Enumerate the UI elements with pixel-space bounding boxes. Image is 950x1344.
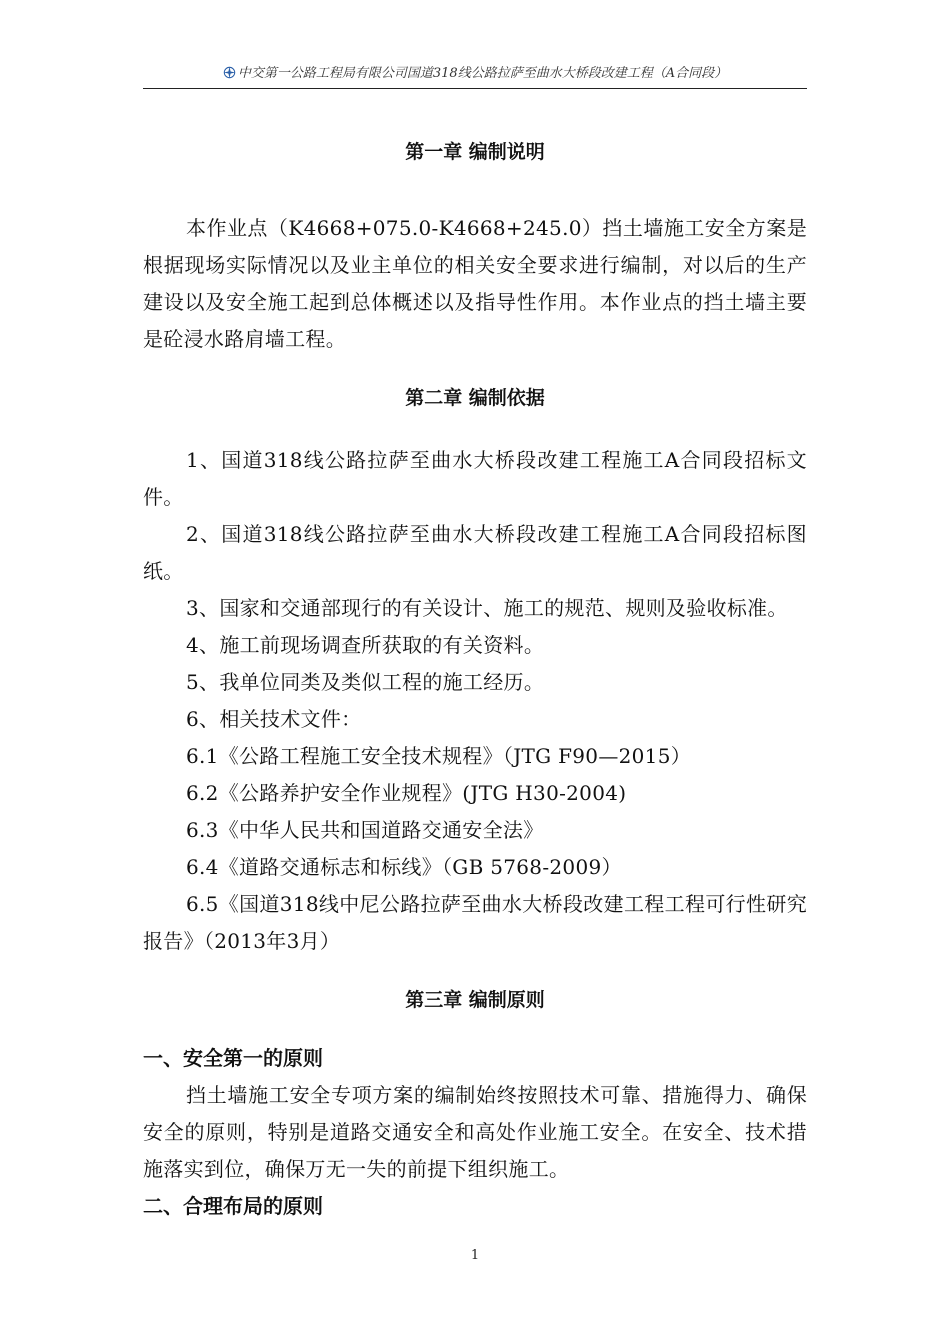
list-item: 1、国道318线公路拉萨至曲水大桥段改建工程施工A合同段招标文件。 <box>143 448 807 509</box>
list-item: 6.1《公路工程施工安全技术规程》（JTG F90—2015） <box>186 744 692 768</box>
list-item: 3、国家和交通部现行的有关设计、施工的规范、规则及验收标准。 <box>186 596 788 620</box>
section-2-title: 二、合理布局的原则 <box>143 1194 323 1218</box>
list-item: 2、国道318线公路拉萨至曲水大桥段改建工程施工A合同段招标图纸。 <box>143 522 807 583</box>
list-item: 6.4《道路交通标志和标线》（GB 5768-2009） <box>186 855 622 879</box>
chapter-1-paragraph: 本作业点（K4668+075.0-K4668+245.0）挡土墙施工安全方案是根据现场实际情况以及业主单位的相关安全要求进行编制，对以后的生产建设以及安全施工起到总体概述以及指导性作用。本作业点的挡土墙主要是砼浸水路肩墙工程。 <box>143 216 807 351</box>
section-1-title: 一、安全第一的原则 <box>143 1046 323 1070</box>
list-item: 5、我单位同类及类似工程的施工经历。 <box>186 670 545 694</box>
list-item: 4、施工前现场调查所获取的有关资料。 <box>186 633 545 657</box>
list-item: 6.5《国道318线中尼公路拉萨至曲水大桥段改建工程工程可行性研究报告》（2013年3月） <box>143 892 807 953</box>
chapter-3-title: 第三章 编制原则 <box>405 989 545 1011</box>
header-text: 中交第一公路工程局有限公司国道318线公路拉萨至曲水大桥段改建工程（A合同段） <box>237 66 728 81</box>
section-1-paragraph: 挡土墙施工安全专项方案的编制始终按照技术可靠、措施得力、确保安全的原则，特别是道路交通安全和高处作业施工安全。在安全、技术措施落实到位，确保万无一失的前提下组织施工。 <box>143 1083 807 1181</box>
list-item: 6、相关技术文件： <box>186 707 362 731</box>
page-header <box>143 62 807 89</box>
list-item: 6.2《公路养护安全作业规程》(JTG H30-2004) <box>186 781 627 805</box>
chapter-1-title: 第一章 编制说明 <box>405 141 545 163</box>
page-number: 1 <box>470 1248 480 1263</box>
list-item: 6.3《中华人民共和国道路交通安全法》 <box>186 818 544 842</box>
document-body <box>143 140 807 1225</box>
chapter-2-list <box>143 442 807 960</box>
company-logo-icon <box>223 66 236 79</box>
chapter-2-title: 第二章 编制依据 <box>405 387 545 409</box>
